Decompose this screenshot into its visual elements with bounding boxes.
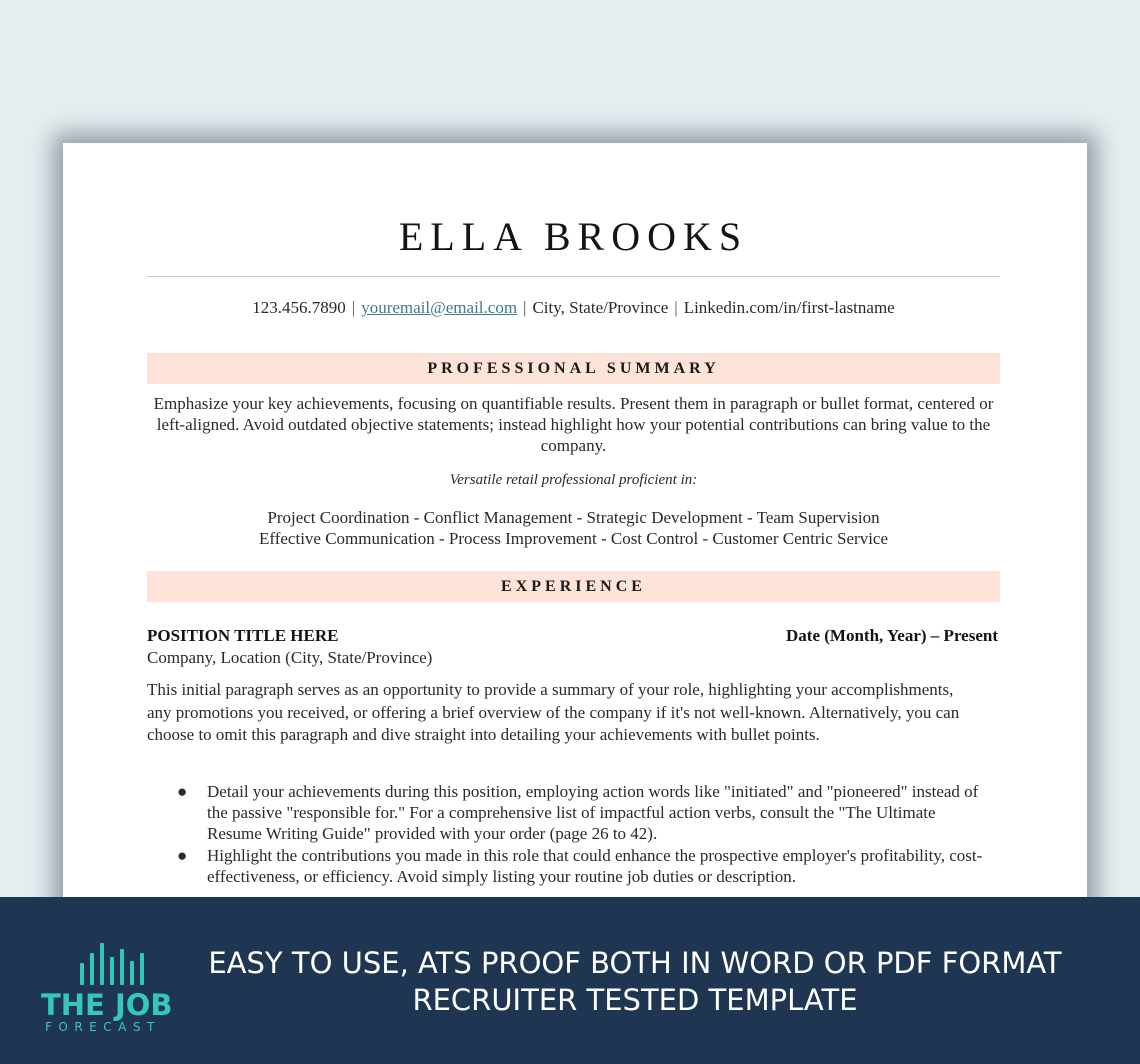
contact-separator: |: [351, 298, 356, 317]
summary-tagline: Versatile retail professional proficient in:: [449, 472, 698, 488]
position-header: [147, 626, 1000, 648]
skills-line: Effective Communication - Process Improvement - Cost Control - Customer Centric Service: [258, 529, 889, 548]
company-location: Company, Location (City, State/Province): [147, 648, 433, 667]
promo-line: RECRUITER TESTED TEMPLATE: [412, 983, 858, 1017]
list-item: [147, 845, 987, 887]
promo-headline: [180, 945, 1090, 1019]
contact-phone: 123.456.7890: [252, 298, 346, 317]
achievement-list: [147, 781, 1000, 888]
section-heading-summary: PROFESSIONAL SUMMARY: [147, 353, 1000, 384]
section-heading-experience: EXPERIENCE: [147, 571, 1000, 602]
name-divider: [147, 276, 1000, 277]
summary-text: Emphasize your key achievements, focusing on quantifiable results. Present them in paragraph or bullet format, centered or left-aligned. Avoid outdated objective statements; instead highlight how your potential contributions can bring value to the company.: [153, 394, 994, 455]
logo-subtitle: FORECAST: [45, 1020, 161, 1034]
list-item: [147, 781, 987, 844]
bullet-icon: ●: [177, 846, 188, 865]
signal-bars-icon: [80, 943, 144, 985]
bullet-text: Highlight the contributions you made in this role that could enhance the prospective employer's profitability, cost-effectiveness, or efficiency. Avoid simply listing your routine job duties or description.: [207, 846, 983, 886]
logo-wordmark: THE JOB: [41, 988, 173, 1022]
promo-banner: [0, 897, 1140, 1064]
position-date: Date (Month, Year) – Present: [786, 626, 998, 645]
skills-line: Project Coordination - Conflict Management - Strategic Development - Team Supervision: [267, 508, 880, 527]
position-title: POSITION TITLE HERE: [147, 626, 339, 645]
contact-email-link[interactable]: youremail@email.com: [361, 298, 518, 317]
contact-separator: |: [674, 298, 678, 317]
contact-separator: |: [523, 298, 527, 317]
skills-list: [147, 507, 1000, 549]
position-intro: This initial paragraph serves as an opportunity to provide a summary of your role, highlighting your accomplishments, any promotions you received, or offering a brief overview of the company if it's not well-known. Alternatively, you can choose to omit this paragraph and dive straight into detailing your achievements with bullet points.: [147, 680, 960, 744]
contact-line: [147, 298, 1000, 318]
contact-location: City, State/Province: [532, 298, 669, 317]
brand-logo: [38, 943, 188, 1039]
promo-line: EASY TO USE, ATS PROOF BOTH IN WORD OR PDF FORMAT: [208, 946, 1062, 980]
bullet-icon: ●: [177, 782, 188, 801]
candidate-name: ELLA BROOKS: [398, 214, 749, 259]
bullet-text: Detail your achievements during this position, employing action words like "initiated" and "pioneered" instead of the passive "responsible for." For a comprehensive list of impactful action verbs, consult the "The Ultimate Resume Writing Guide" provided with your order (page 26 to 42).: [207, 782, 979, 843]
contact-linkedin: Linkedin.com/in/first-lastname: [683, 298, 895, 317]
